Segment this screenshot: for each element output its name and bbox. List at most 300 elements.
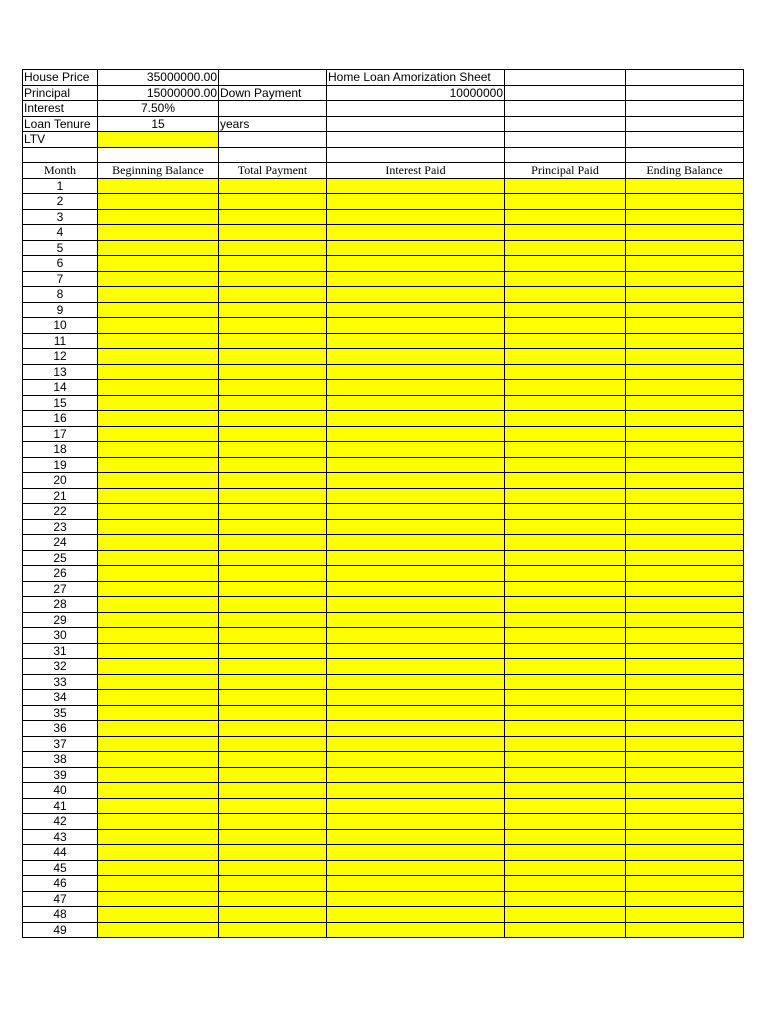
beginning-balance-cell[interactable] [98,271,219,287]
total-payment-cell[interactable] [219,535,327,551]
month-cell[interactable]: 3 [23,209,98,225]
beginning-balance-cell[interactable] [98,597,219,613]
total-payment-cell[interactable] [219,287,327,303]
interest-paid-cell[interactable] [327,845,505,861]
ending-balance-cell[interactable] [626,907,744,923]
month-cell[interactable]: 41 [23,798,98,814]
beginning-balance-cell[interactable] [98,194,219,210]
month-cell[interactable]: 7 [23,271,98,287]
beginning-balance-cell[interactable] [98,721,219,737]
beginning-balance-cell[interactable] [98,566,219,582]
ending-balance-cell[interactable] [626,798,744,814]
ending-balance-cell[interactable] [626,860,744,876]
total-payment-cell[interactable] [219,845,327,861]
month-cell[interactable]: 11 [23,333,98,349]
total-payment-cell[interactable] [219,814,327,830]
empty-cell[interactable] [219,132,327,148]
ending-balance-cell[interactable] [626,287,744,303]
interest-paid-cell[interactable] [327,705,505,721]
interest-value[interactable]: 7.50% [98,101,219,117]
interest-paid-cell[interactable] [327,364,505,380]
principal-paid-cell[interactable] [505,287,626,303]
beginning-balance-cell[interactable] [98,318,219,334]
beginning-balance-cell[interactable] [98,628,219,644]
empty-cell[interactable] [98,147,219,163]
interest-paid-cell[interactable] [327,473,505,489]
beginning-balance-cell[interactable] [98,178,219,194]
month-cell[interactable]: 34 [23,690,98,706]
principal-paid-cell[interactable] [505,411,626,427]
header-beginning-balance[interactable]: Beginning Balance [98,163,219,179]
interest-paid-cell[interactable] [327,380,505,396]
interest-paid-cell[interactable] [327,829,505,845]
empty-cell[interactable] [626,116,744,132]
total-payment-cell[interactable] [219,659,327,675]
beginning-balance-cell[interactable] [98,659,219,675]
month-cell[interactable]: 48 [23,907,98,923]
total-payment-cell[interactable] [219,364,327,380]
month-cell[interactable]: 14 [23,380,98,396]
interest-paid-cell[interactable] [327,178,505,194]
ending-balance-cell[interactable] [626,628,744,644]
principal-paid-cell[interactable] [505,891,626,907]
empty-cell[interactable] [505,70,626,86]
principal-paid-cell[interactable] [505,194,626,210]
header-month[interactable]: Month [23,163,98,179]
month-cell[interactable]: 1 [23,178,98,194]
total-payment-cell[interactable] [219,891,327,907]
ending-balance-cell[interactable] [626,767,744,783]
ending-balance-cell[interactable] [626,876,744,892]
total-payment-cell[interactable] [219,411,327,427]
empty-cell[interactable] [327,132,505,148]
month-cell[interactable]: 19 [23,457,98,473]
interest-paid-cell[interactable] [327,318,505,334]
ending-balance-cell[interactable] [626,845,744,861]
month-cell[interactable]: 17 [23,426,98,442]
month-cell[interactable]: 25 [23,550,98,566]
total-payment-cell[interactable] [219,736,327,752]
principal-paid-cell[interactable] [505,566,626,582]
total-payment-cell[interactable] [219,566,327,582]
years-label[interactable]: years [219,116,327,132]
interest-paid-cell[interactable] [327,566,505,582]
ending-balance-cell[interactable] [626,690,744,706]
principal-value[interactable]: 15000000.00 [98,85,219,101]
beginning-balance-cell[interactable] [98,349,219,365]
month-cell[interactable]: 36 [23,721,98,737]
interest-paid-cell[interactable] [327,674,505,690]
ending-balance-cell[interactable] [626,411,744,427]
total-payment-cell[interactable] [219,519,327,535]
month-cell[interactable]: 2 [23,194,98,210]
beginning-balance-cell[interactable] [98,457,219,473]
ending-balance-cell[interactable] [626,442,744,458]
interest-paid-cell[interactable] [327,736,505,752]
principal-paid-cell[interactable] [505,535,626,551]
ending-balance-cell[interactable] [626,488,744,504]
ending-balance-cell[interactable] [626,922,744,938]
month-cell[interactable]: 6 [23,256,98,272]
total-payment-cell[interactable] [219,721,327,737]
month-cell[interactable]: 29 [23,612,98,628]
empty-cell[interactable] [626,147,744,163]
beginning-balance-cell[interactable] [98,240,219,256]
empty-cell[interactable] [505,132,626,148]
interest-label[interactable]: Interest [23,101,98,117]
loan-tenure-label[interactable]: Loan Tenure [23,116,98,132]
principal-paid-cell[interactable] [505,550,626,566]
total-payment-cell[interactable] [219,473,327,489]
month-cell[interactable]: 24 [23,535,98,551]
interest-paid-cell[interactable] [327,457,505,473]
month-cell[interactable]: 4 [23,225,98,241]
ending-balance-cell[interactable] [626,891,744,907]
interest-paid-cell[interactable] [327,721,505,737]
sheet-title[interactable]: Home Loan Amorization Sheet [327,70,505,86]
principal-paid-cell[interactable] [505,643,626,659]
interest-paid-cell[interactable] [327,302,505,318]
empty-cell[interactable] [626,70,744,86]
principal-paid-cell[interactable] [505,876,626,892]
month-cell[interactable]: 10 [23,318,98,334]
total-payment-cell[interactable] [219,876,327,892]
interest-paid-cell[interactable] [327,240,505,256]
empty-cell[interactable] [626,132,744,148]
principal-paid-cell[interactable] [505,612,626,628]
month-cell[interactable]: 23 [23,519,98,535]
total-payment-cell[interactable] [219,457,327,473]
ending-balance-cell[interactable] [626,674,744,690]
month-cell[interactable]: 28 [23,597,98,613]
empty-cell[interactable] [219,101,327,117]
principal-label[interactable]: Principal [23,85,98,101]
total-payment-cell[interactable] [219,380,327,396]
ending-balance-cell[interactable] [626,240,744,256]
principal-paid-cell[interactable] [505,829,626,845]
ending-balance-cell[interactable] [626,426,744,442]
month-cell[interactable]: 30 [23,628,98,644]
month-cell[interactable]: 38 [23,752,98,768]
interest-paid-cell[interactable] [327,860,505,876]
total-payment-cell[interactable] [219,705,327,721]
beginning-balance-cell[interactable] [98,519,219,535]
interest-paid-cell[interactable] [327,442,505,458]
ending-balance-cell[interactable] [626,225,744,241]
principal-paid-cell[interactable] [505,380,626,396]
beginning-balance-cell[interactable] [98,907,219,923]
interest-paid-cell[interactable] [327,209,505,225]
month-cell[interactable]: 27 [23,581,98,597]
principal-paid-cell[interactable] [505,473,626,489]
interest-paid-cell[interactable] [327,612,505,628]
total-payment-cell[interactable] [219,504,327,520]
beginning-balance-cell[interactable] [98,256,219,272]
principal-paid-cell[interactable] [505,349,626,365]
total-payment-cell[interactable] [219,271,327,287]
ending-balance-cell[interactable] [626,457,744,473]
ending-balance-cell[interactable] [626,318,744,334]
interest-paid-cell[interactable] [327,643,505,659]
empty-cell[interactable] [505,116,626,132]
principal-paid-cell[interactable] [505,302,626,318]
ending-balance-cell[interactable] [626,736,744,752]
beginning-balance-cell[interactable] [98,550,219,566]
total-payment-cell[interactable] [219,643,327,659]
beginning-balance-cell[interactable] [98,783,219,799]
interest-paid-cell[interactable] [327,581,505,597]
house-price-value[interactable]: 35000000.00 [98,70,219,86]
total-payment-cell[interactable] [219,829,327,845]
principal-paid-cell[interactable] [505,860,626,876]
principal-paid-cell[interactable] [505,318,626,334]
interest-paid-cell[interactable] [327,550,505,566]
ending-balance-cell[interactable] [626,194,744,210]
month-cell[interactable]: 20 [23,473,98,489]
beginning-balance-cell[interactable] [98,395,219,411]
total-payment-cell[interactable] [219,597,327,613]
empty-cell[interactable] [327,101,505,117]
month-cell[interactable]: 39 [23,767,98,783]
ending-balance-cell[interactable] [626,302,744,318]
ending-balance-cell[interactable] [626,829,744,845]
principal-paid-cell[interactable] [505,225,626,241]
interest-paid-cell[interactable] [327,194,505,210]
beginning-balance-cell[interactable] [98,845,219,861]
total-payment-cell[interactable] [219,349,327,365]
total-payment-cell[interactable] [219,798,327,814]
beginning-balance-cell[interactable] [98,705,219,721]
beginning-balance-cell[interactable] [98,504,219,520]
principal-paid-cell[interactable] [505,364,626,380]
ending-balance-cell[interactable] [626,566,744,582]
ending-balance-cell[interactable] [626,504,744,520]
total-payment-cell[interactable] [219,922,327,938]
interest-paid-cell[interactable] [327,349,505,365]
interest-paid-cell[interactable] [327,395,505,411]
principal-paid-cell[interactable] [505,814,626,830]
total-payment-cell[interactable] [219,783,327,799]
principal-paid-cell[interactable] [505,442,626,458]
empty-cell[interactable] [327,116,505,132]
month-cell[interactable]: 46 [23,876,98,892]
ending-balance-cell[interactable] [626,597,744,613]
principal-paid-cell[interactable] [505,271,626,287]
interest-paid-cell[interactable] [327,271,505,287]
principal-paid-cell[interactable] [505,457,626,473]
principal-paid-cell[interactable] [505,333,626,349]
empty-cell[interactable] [626,101,744,117]
month-cell[interactable]: 33 [23,674,98,690]
total-payment-cell[interactable] [219,674,327,690]
month-cell[interactable]: 5 [23,240,98,256]
beginning-balance-cell[interactable] [98,752,219,768]
month-cell[interactable]: 12 [23,349,98,365]
principal-paid-cell[interactable] [505,504,626,520]
principal-paid-cell[interactable] [505,256,626,272]
total-payment-cell[interactable] [219,209,327,225]
principal-paid-cell[interactable] [505,783,626,799]
month-cell[interactable]: 35 [23,705,98,721]
beginning-balance-cell[interactable] [98,860,219,876]
beginning-balance-cell[interactable] [98,829,219,845]
principal-paid-cell[interactable] [505,736,626,752]
beginning-balance-cell[interactable] [98,209,219,225]
ending-balance-cell[interactable] [626,349,744,365]
interest-paid-cell[interactable] [327,411,505,427]
principal-paid-cell[interactable] [505,705,626,721]
interest-paid-cell[interactable] [327,767,505,783]
ending-balance-cell[interactable] [626,535,744,551]
principal-paid-cell[interactable] [505,752,626,768]
principal-paid-cell[interactable] [505,581,626,597]
ending-balance-cell[interactable] [626,256,744,272]
ending-balance-cell[interactable] [626,380,744,396]
beginning-balance-cell[interactable] [98,798,219,814]
total-payment-cell[interactable] [219,240,327,256]
principal-paid-cell[interactable] [505,845,626,861]
beginning-balance-cell[interactable] [98,643,219,659]
interest-paid-cell[interactable] [327,504,505,520]
month-cell[interactable]: 9 [23,302,98,318]
month-cell[interactable]: 43 [23,829,98,845]
month-cell[interactable]: 37 [23,736,98,752]
ltv-label[interactable]: LTV [23,132,98,148]
ending-balance-cell[interactable] [626,705,744,721]
month-cell[interactable]: 21 [23,488,98,504]
interest-paid-cell[interactable] [327,891,505,907]
ending-balance-cell[interactable] [626,178,744,194]
ending-balance-cell[interactable] [626,643,744,659]
beginning-balance-cell[interactable] [98,736,219,752]
total-payment-cell[interactable] [219,767,327,783]
principal-paid-cell[interactable] [505,395,626,411]
ending-balance-cell[interactable] [626,752,744,768]
interest-paid-cell[interactable] [327,783,505,799]
total-payment-cell[interactable] [219,581,327,597]
month-cell[interactable]: 15 [23,395,98,411]
total-payment-cell[interactable] [219,612,327,628]
beginning-balance-cell[interactable] [98,333,219,349]
empty-cell[interactable] [505,147,626,163]
loan-tenure-value[interactable]: 15 [98,116,219,132]
month-cell[interactable]: 49 [23,922,98,938]
ending-balance-cell[interactable] [626,364,744,380]
ending-balance-cell[interactable] [626,581,744,597]
interest-paid-cell[interactable] [327,488,505,504]
ending-balance-cell[interactable] [626,612,744,628]
interest-paid-cell[interactable] [327,659,505,675]
total-payment-cell[interactable] [219,333,327,349]
interest-paid-cell[interactable] [327,814,505,830]
ending-balance-cell[interactable] [626,473,744,489]
beginning-balance-cell[interactable] [98,814,219,830]
total-payment-cell[interactable] [219,194,327,210]
interest-paid-cell[interactable] [327,225,505,241]
beginning-balance-cell[interactable] [98,380,219,396]
beginning-balance-cell[interactable] [98,581,219,597]
ending-balance-cell[interactable] [626,395,744,411]
total-payment-cell[interactable] [219,256,327,272]
principal-paid-cell[interactable] [505,767,626,783]
ltv-value-cell[interactable] [98,132,219,148]
beginning-balance-cell[interactable] [98,767,219,783]
down-payment-value[interactable]: 10000000 [327,85,505,101]
principal-paid-cell[interactable] [505,659,626,675]
interest-paid-cell[interactable] [327,535,505,551]
empty-cell[interactable] [626,85,744,101]
interest-paid-cell[interactable] [327,333,505,349]
total-payment-cell[interactable] [219,628,327,644]
month-cell[interactable]: 47 [23,891,98,907]
header-ending-balance[interactable]: Ending Balance [626,163,744,179]
month-cell[interactable]: 40 [23,783,98,799]
interest-paid-cell[interactable] [327,597,505,613]
empty-cell[interactable] [327,147,505,163]
total-payment-cell[interactable] [219,318,327,334]
interest-paid-cell[interactable] [327,287,505,303]
month-cell[interactable]: 44 [23,845,98,861]
header-interest-paid[interactable]: Interest Paid [327,163,505,179]
empty-cell[interactable] [23,147,98,163]
total-payment-cell[interactable] [219,690,327,706]
principal-paid-cell[interactable] [505,240,626,256]
header-principal-paid[interactable]: Principal Paid [505,163,626,179]
principal-paid-cell[interactable] [505,178,626,194]
ending-balance-cell[interactable] [626,783,744,799]
principal-paid-cell[interactable] [505,597,626,613]
principal-paid-cell[interactable] [505,907,626,923]
interest-paid-cell[interactable] [327,922,505,938]
total-payment-cell[interactable] [219,225,327,241]
principal-paid-cell[interactable] [505,209,626,225]
month-cell[interactable]: 18 [23,442,98,458]
beginning-balance-cell[interactable] [98,891,219,907]
month-cell[interactable]: 32 [23,659,98,675]
principal-paid-cell[interactable] [505,628,626,644]
month-cell[interactable]: 26 [23,566,98,582]
total-payment-cell[interactable] [219,550,327,566]
house-price-label[interactable]: House Price [23,70,98,86]
ending-balance-cell[interactable] [626,209,744,225]
ending-balance-cell[interactable] [626,721,744,737]
beginning-balance-cell[interactable] [98,426,219,442]
principal-paid-cell[interactable] [505,488,626,504]
beginning-balance-cell[interactable] [98,225,219,241]
ending-balance-cell[interactable] [626,659,744,675]
beginning-balance-cell[interactable] [98,674,219,690]
principal-paid-cell[interactable] [505,426,626,442]
ending-balance-cell[interactable] [626,333,744,349]
beginning-balance-cell[interactable] [98,876,219,892]
beginning-balance-cell[interactable] [98,302,219,318]
interest-paid-cell[interactable] [327,426,505,442]
total-payment-cell[interactable] [219,395,327,411]
total-payment-cell[interactable] [219,860,327,876]
total-payment-cell[interactable] [219,752,327,768]
principal-paid-cell[interactable] [505,922,626,938]
interest-paid-cell[interactable] [327,690,505,706]
empty-cell[interactable] [505,85,626,101]
interest-paid-cell[interactable] [327,628,505,644]
beginning-balance-cell[interactable] [98,442,219,458]
principal-paid-cell[interactable] [505,690,626,706]
month-cell[interactable]: 22 [23,504,98,520]
ending-balance-cell[interactable] [626,550,744,566]
interest-paid-cell[interactable] [327,876,505,892]
beginning-balance-cell[interactable] [98,612,219,628]
header-total-payment[interactable]: Total Payment [219,163,327,179]
